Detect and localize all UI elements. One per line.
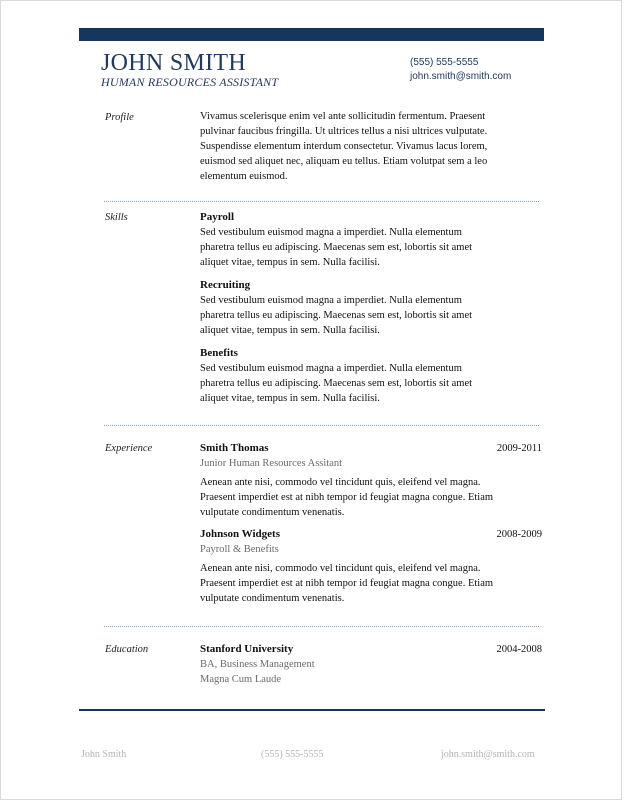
resume-name: JOHN SMITH bbox=[101, 50, 247, 76]
education-dates: 2004-2008 bbox=[496, 644, 542, 655]
skill-line: Sed vestibulum euismod magna a imperdiet. Nulla elementum bbox=[200, 295, 462, 306]
profile-line: euismod sed aliquet nec, aliquam eu tellus. Etiam volutpat sem a leo bbox=[200, 156, 488, 167]
skill-line: pharetra tellus eu adipiscing. Maecenas sem est, lobortis sit amet bbox=[200, 242, 473, 253]
skill-line: aliquet vitae, tempus in sem. Nulla facilisi. bbox=[200, 257, 380, 268]
education-school: Stanford University bbox=[200, 643, 294, 655]
education-honors: Magna Cum Laude bbox=[200, 674, 282, 685]
job-role: Junior Human Resources Assitant bbox=[200, 458, 343, 469]
header-phone: (555) 555-5555 bbox=[410, 57, 479, 68]
job-line: vulputate condimentum venenatis. bbox=[200, 593, 345, 604]
skill-heading: Payroll bbox=[200, 211, 235, 223]
section-divider bbox=[104, 425, 539, 426]
job-company: Smith Thomas bbox=[200, 442, 269, 454]
profile-line: elementum euismod. bbox=[200, 171, 288, 182]
skill-text bbox=[200, 293, 545, 338]
job-description bbox=[200, 475, 545, 520]
profile-text bbox=[200, 109, 545, 184]
skill-text bbox=[200, 361, 545, 406]
job-line: Aenean ante nisi, commodo vel tincidunt quis, eleifend vel magna. bbox=[200, 477, 481, 488]
profile-line: pulvinar faucibus fringilla. Ut ultrices tellus a nisi ultrices vulputate. bbox=[200, 126, 488, 137]
section-divider bbox=[104, 626, 539, 627]
job-line: Praesent imperdiet est at nibh tempor id feugiat magna congue. Etiam bbox=[200, 492, 494, 503]
footer-phone: (555) 555-5555 bbox=[261, 749, 324, 760]
job-role: Payroll & Benefits bbox=[200, 544, 279, 555]
job-line: Praesent imperdiet est at nibh tempor id feugiat magna congue. Etiam bbox=[200, 578, 494, 589]
section-label-profile: Profile bbox=[105, 112, 134, 123]
job-dates: 2008-2009 bbox=[496, 529, 542, 540]
section-divider bbox=[104, 201, 539, 202]
job-company: Johnson Widgets bbox=[200, 528, 280, 540]
job-description bbox=[200, 561, 545, 606]
profile-line: Vivamus scelerisque enim vel ante sollicitudin fermentum. Praesent bbox=[200, 111, 486, 122]
footer-rule bbox=[79, 709, 545, 711]
section-label-education: Education bbox=[105, 644, 149, 655]
skill-heading: Benefits bbox=[200, 347, 238, 359]
education-degree: BA, Business Management bbox=[200, 659, 315, 670]
skill-line: pharetra tellus eu adipiscing. Maecenas sem est, lobortis sit amet bbox=[200, 310, 473, 321]
resume-title: HUMAN RESOURCES ASSISTANT bbox=[101, 75, 279, 89]
section-label-skills: Skills bbox=[105, 212, 128, 223]
skill-line: Sed vestibulum euismod magna a imperdiet. Nulla elementum bbox=[200, 363, 462, 374]
job-line: Aenean ante nisi, commodo vel tincidunt quis, eleifend vel magna. bbox=[200, 563, 481, 574]
skill-line: pharetra tellus eu adipiscing. Maecenas sem est, lobortis sit amet bbox=[200, 378, 473, 389]
header-color-bar bbox=[79, 28, 544, 41]
skill-text bbox=[200, 225, 545, 270]
job-line: vulputate condimentum venenatis. bbox=[200, 507, 345, 518]
skill-line: aliquet vitae, tempus in sem. Nulla facilisi. bbox=[200, 393, 380, 404]
header-email[interactable]: john.smith@smith.com bbox=[410, 71, 512, 82]
section-label-experience: Experience bbox=[105, 443, 153, 454]
skill-heading: Recruiting bbox=[200, 279, 251, 291]
skill-line: Sed vestibulum euismod magna a imperdiet. Nulla elementum bbox=[200, 227, 462, 238]
job-dates: 2009-2011 bbox=[496, 443, 542, 454]
footer-email[interactable]: john.smith@smith.com bbox=[441, 749, 535, 760]
footer-name: John Smith bbox=[81, 749, 127, 760]
skill-line: aliquet vitae, tempus in sem. Nulla facilisi. bbox=[200, 325, 380, 336]
profile-line: Suspendisse elementum interdum consectetur. Vivamus lacus lorem, bbox=[200, 141, 488, 152]
